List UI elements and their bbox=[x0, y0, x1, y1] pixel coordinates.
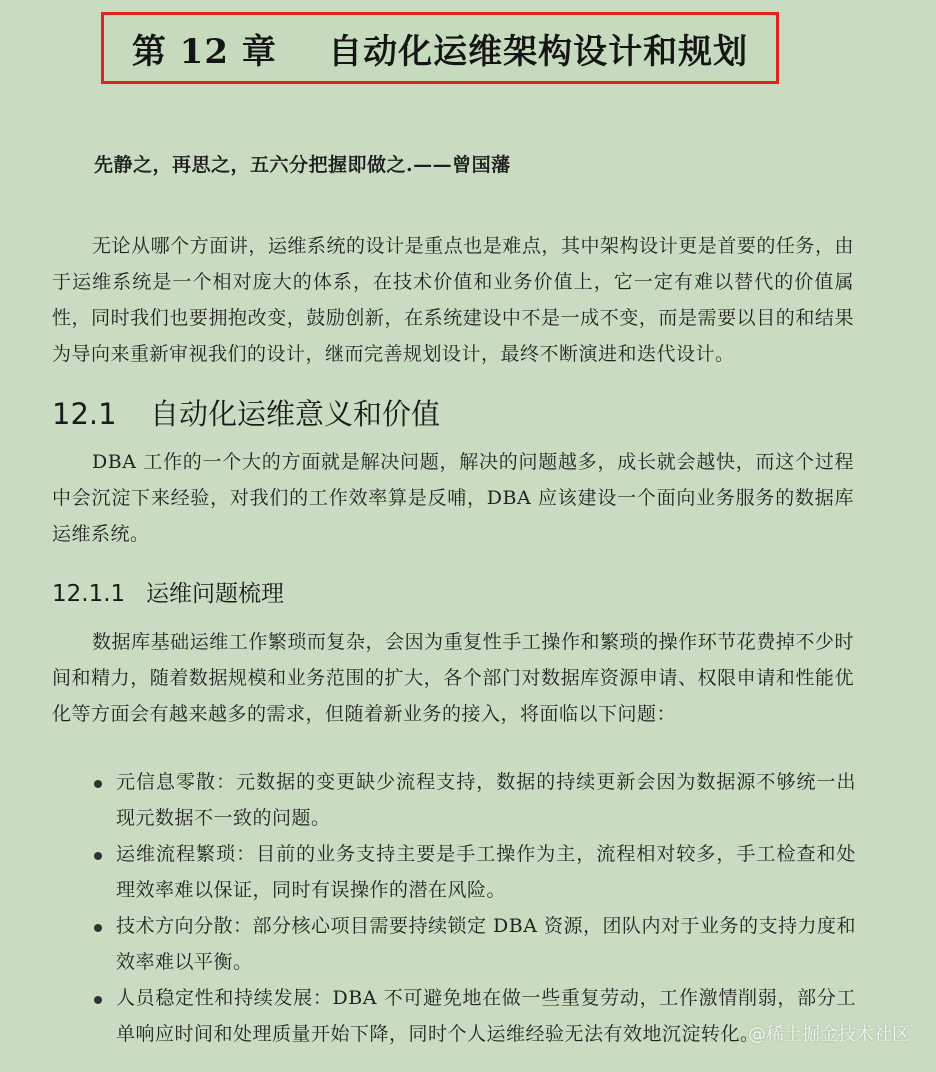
problem-list bbox=[94, 764, 856, 1052]
subsection-title: 运维问题梳理 bbox=[146, 581, 284, 607]
section-title: 自动化运维意义和价值 bbox=[150, 397, 441, 431]
bullet-dot-icon bbox=[94, 852, 102, 860]
subsection-number: 12.1.1 bbox=[52, 581, 126, 607]
subsection-paragraph: 数据库基础运维工作繁琐而复杂，会因为重复性手工操作和繁琐的操作环节花费掉不少时间和精力，随着数据规模和业务范围的扩大，各个部门对数据库资源申请、权限申请和性能优化等方面会有越来越多的需求，但随着新业务的接入，将面临以下问题： bbox=[52, 631, 854, 725]
section-paragraph: DBA 工作的一个大的方面就是解决问题，解决的问题越多，成长就会越快，而这个过程中会沉淀下来经验，对我们的工作效率算是反哺，DBA 应该建设一个面向业务服务的数据库运维系统。 bbox=[52, 451, 854, 545]
bullet-dot-icon bbox=[94, 996, 102, 1004]
epigraph-quote: 先静之，再思之，五六分把握即做之.——曾国藩 bbox=[94, 154, 511, 176]
list-item-text: 运维流程繁琐：目前的业务支持主要是手工操作为主，流程相对较多，手工检查和处理效率难以保证，同时有误操作的潜在风险。 bbox=[116, 843, 856, 901]
list-item bbox=[94, 764, 856, 836]
list-item bbox=[94, 908, 856, 980]
list-item-text: 人员稳定性和持续发展：DBA 不可避免地在做一些重复劳动，工作激情削弱，部分工单响应时间和处理质量开始下降，同时个人运维经验无法有效地沉淀转化。 bbox=[116, 987, 856, 1045]
list-item-text: 技术方向分散：部分核心项目需要持续锁定 DBA 资源，团队内对于业务的支持力度和效率难以平衡。 bbox=[116, 915, 856, 973]
list-item-text: 元信息零散：元数据的变更缺少流程支持，数据的持续更新会因为数据源不够统一出现元数据不一致的问题。 bbox=[116, 771, 856, 829]
list-item bbox=[94, 836, 856, 908]
bullet-dot-icon bbox=[94, 780, 102, 788]
chapter-title-box bbox=[101, 12, 779, 84]
subsection-heading bbox=[52, 575, 284, 608]
intro-paragraph: 无论从哪个方面讲，运维系统的设计是重点也是难点，其中架构设计更是首要的任务，由于运维系统是一个相对庞大的体系，在技术价值和业务价值上，它一定有难以替代的价值属性，同时我们也要拥抱改变，鼓励创新，在系统建设中不是一成不变，而是需要以目的和结果为导向来重新审视我们的设计，继而完善规划设计，最终不断演进和迭代设计。 bbox=[52, 235, 854, 365]
list-item bbox=[94, 980, 856, 1052]
section-number: 12.1 bbox=[52, 397, 117, 431]
section-heading bbox=[52, 392, 440, 433]
bullet-dot-icon bbox=[94, 924, 102, 932]
watermark: @稀土掘金技术社区 bbox=[748, 1024, 910, 1045]
chapter-title: 第 12 章 自动化运维架构设计和规划 bbox=[131, 31, 749, 72]
